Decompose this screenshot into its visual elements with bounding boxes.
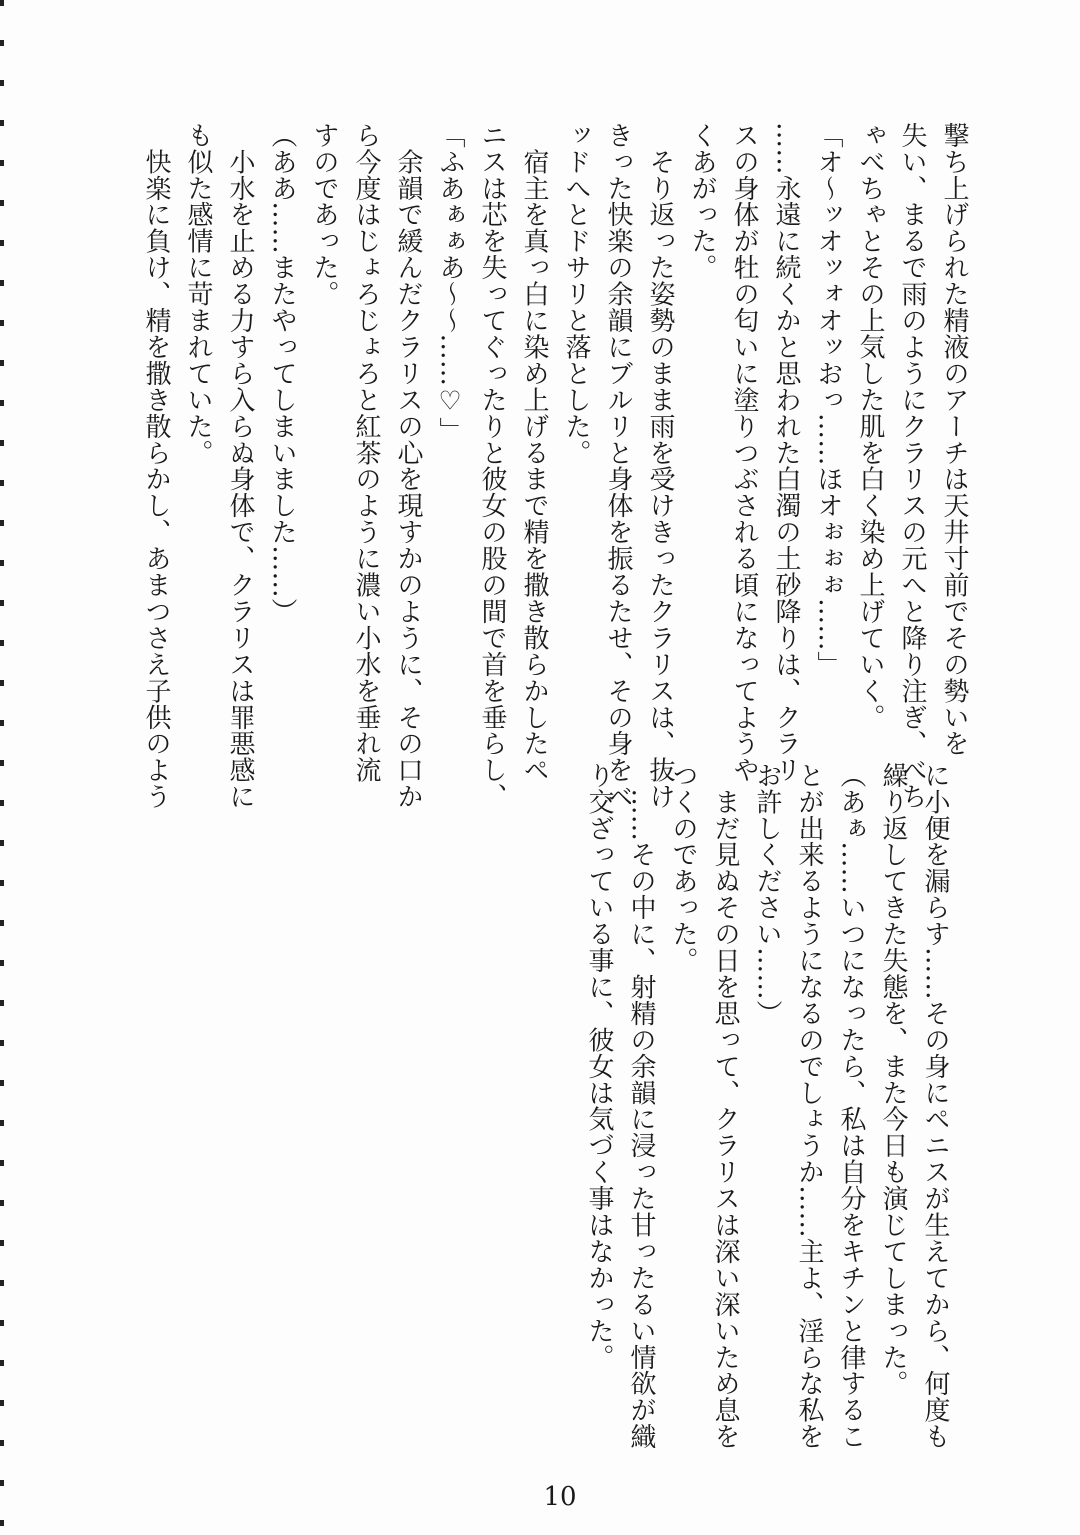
text-column: お許しください……） [752, 762, 782, 1027]
text-column: 余韻で緩んだクラリスの心を現すかのように、その口か [393, 122, 423, 810]
text-column: 「オ～ッオッォオッおっ……ほオぉぉぉ……」 [813, 122, 843, 678]
text-column: ら今度はじょろじょろと紅茶のように濃い小水を垂れ流 [351, 122, 381, 784]
text-column: 小水を止める力すら入らぬ身体で、クラリスは罪悪感に [225, 122, 255, 810]
text-column: きった快楽の余韻にブルリと身体を振るたせ、その身をベ [603, 122, 633, 810]
text-column: （ああ……またやってしまいました……） [267, 122, 297, 625]
text-block-upper [135, 122, 975, 810]
text-column: すのであった。 [309, 122, 339, 308]
text-column: も似た感情に苛まれていた。 [183, 122, 213, 466]
text-column: ……その中に、射精の余韻に浸った甘ったるい情欲が織 [626, 762, 656, 1450]
text-block-lower [578, 762, 956, 1450]
text-column: 宿主を真っ白に染め上げるまで精を撒き散らかしたペ [519, 122, 549, 784]
text-column: り交ざっている事に、彼女は気づく事はなかった。 [584, 762, 614, 1371]
text-column: 「ふあぁぁあ～～……♡」 [435, 122, 465, 444]
text-column: 繰り返してきた失態を、また今日も演じてしまった。 [878, 762, 908, 1397]
text-column: スの身体が牡の匂いに塗りつぶされる頃になってようや [729, 122, 759, 784]
text-column: ……永遠に続くかと思われた白濁の土砂降りは、クラリ [771, 122, 801, 784]
text-column: （あぁ……いつになったら、私は自分をキチンと律するこ [836, 762, 866, 1450]
text-column: つくのであった。 [668, 762, 698, 974]
page-number: 10 [543, 1482, 577, 1512]
text-column: 撃ち上げられた精液のアーチは天井寸前でその勢いを [939, 122, 969, 757]
text-column: そり返った姿勢のまま雨を受けきったクラリスは、抜け [645, 122, 675, 810]
text-column: に小便を漏らす……その身にペニスが生えてから、何度も [920, 762, 950, 1450]
text-column: 失い、まるで雨のようにクラリスの元へと降り注ぎ、べち [897, 122, 927, 810]
text-column: くあがった。 [687, 122, 717, 281]
text-column: まだ見ぬその日を思って、クラリスは深い深いため息を [710, 762, 740, 1450]
text-column: ッドへとドサリと落とした。 [561, 122, 591, 466]
text-column: 快楽に負け、精を撒き散らかし、あまつさえ子供のよう [141, 122, 171, 810]
text-column: とが出来るようになるのでしょうか……主よ、淫らな私を [794, 762, 824, 1450]
text-column: ゃべちゃとその上気した肌を白く染め上げていく。 [855, 122, 885, 731]
text-column: ニスは芯を失ってぐったりと彼女の股の間で首を垂らし、 [477, 122, 507, 810]
binding-edge-marks [0, 0, 4, 1535]
